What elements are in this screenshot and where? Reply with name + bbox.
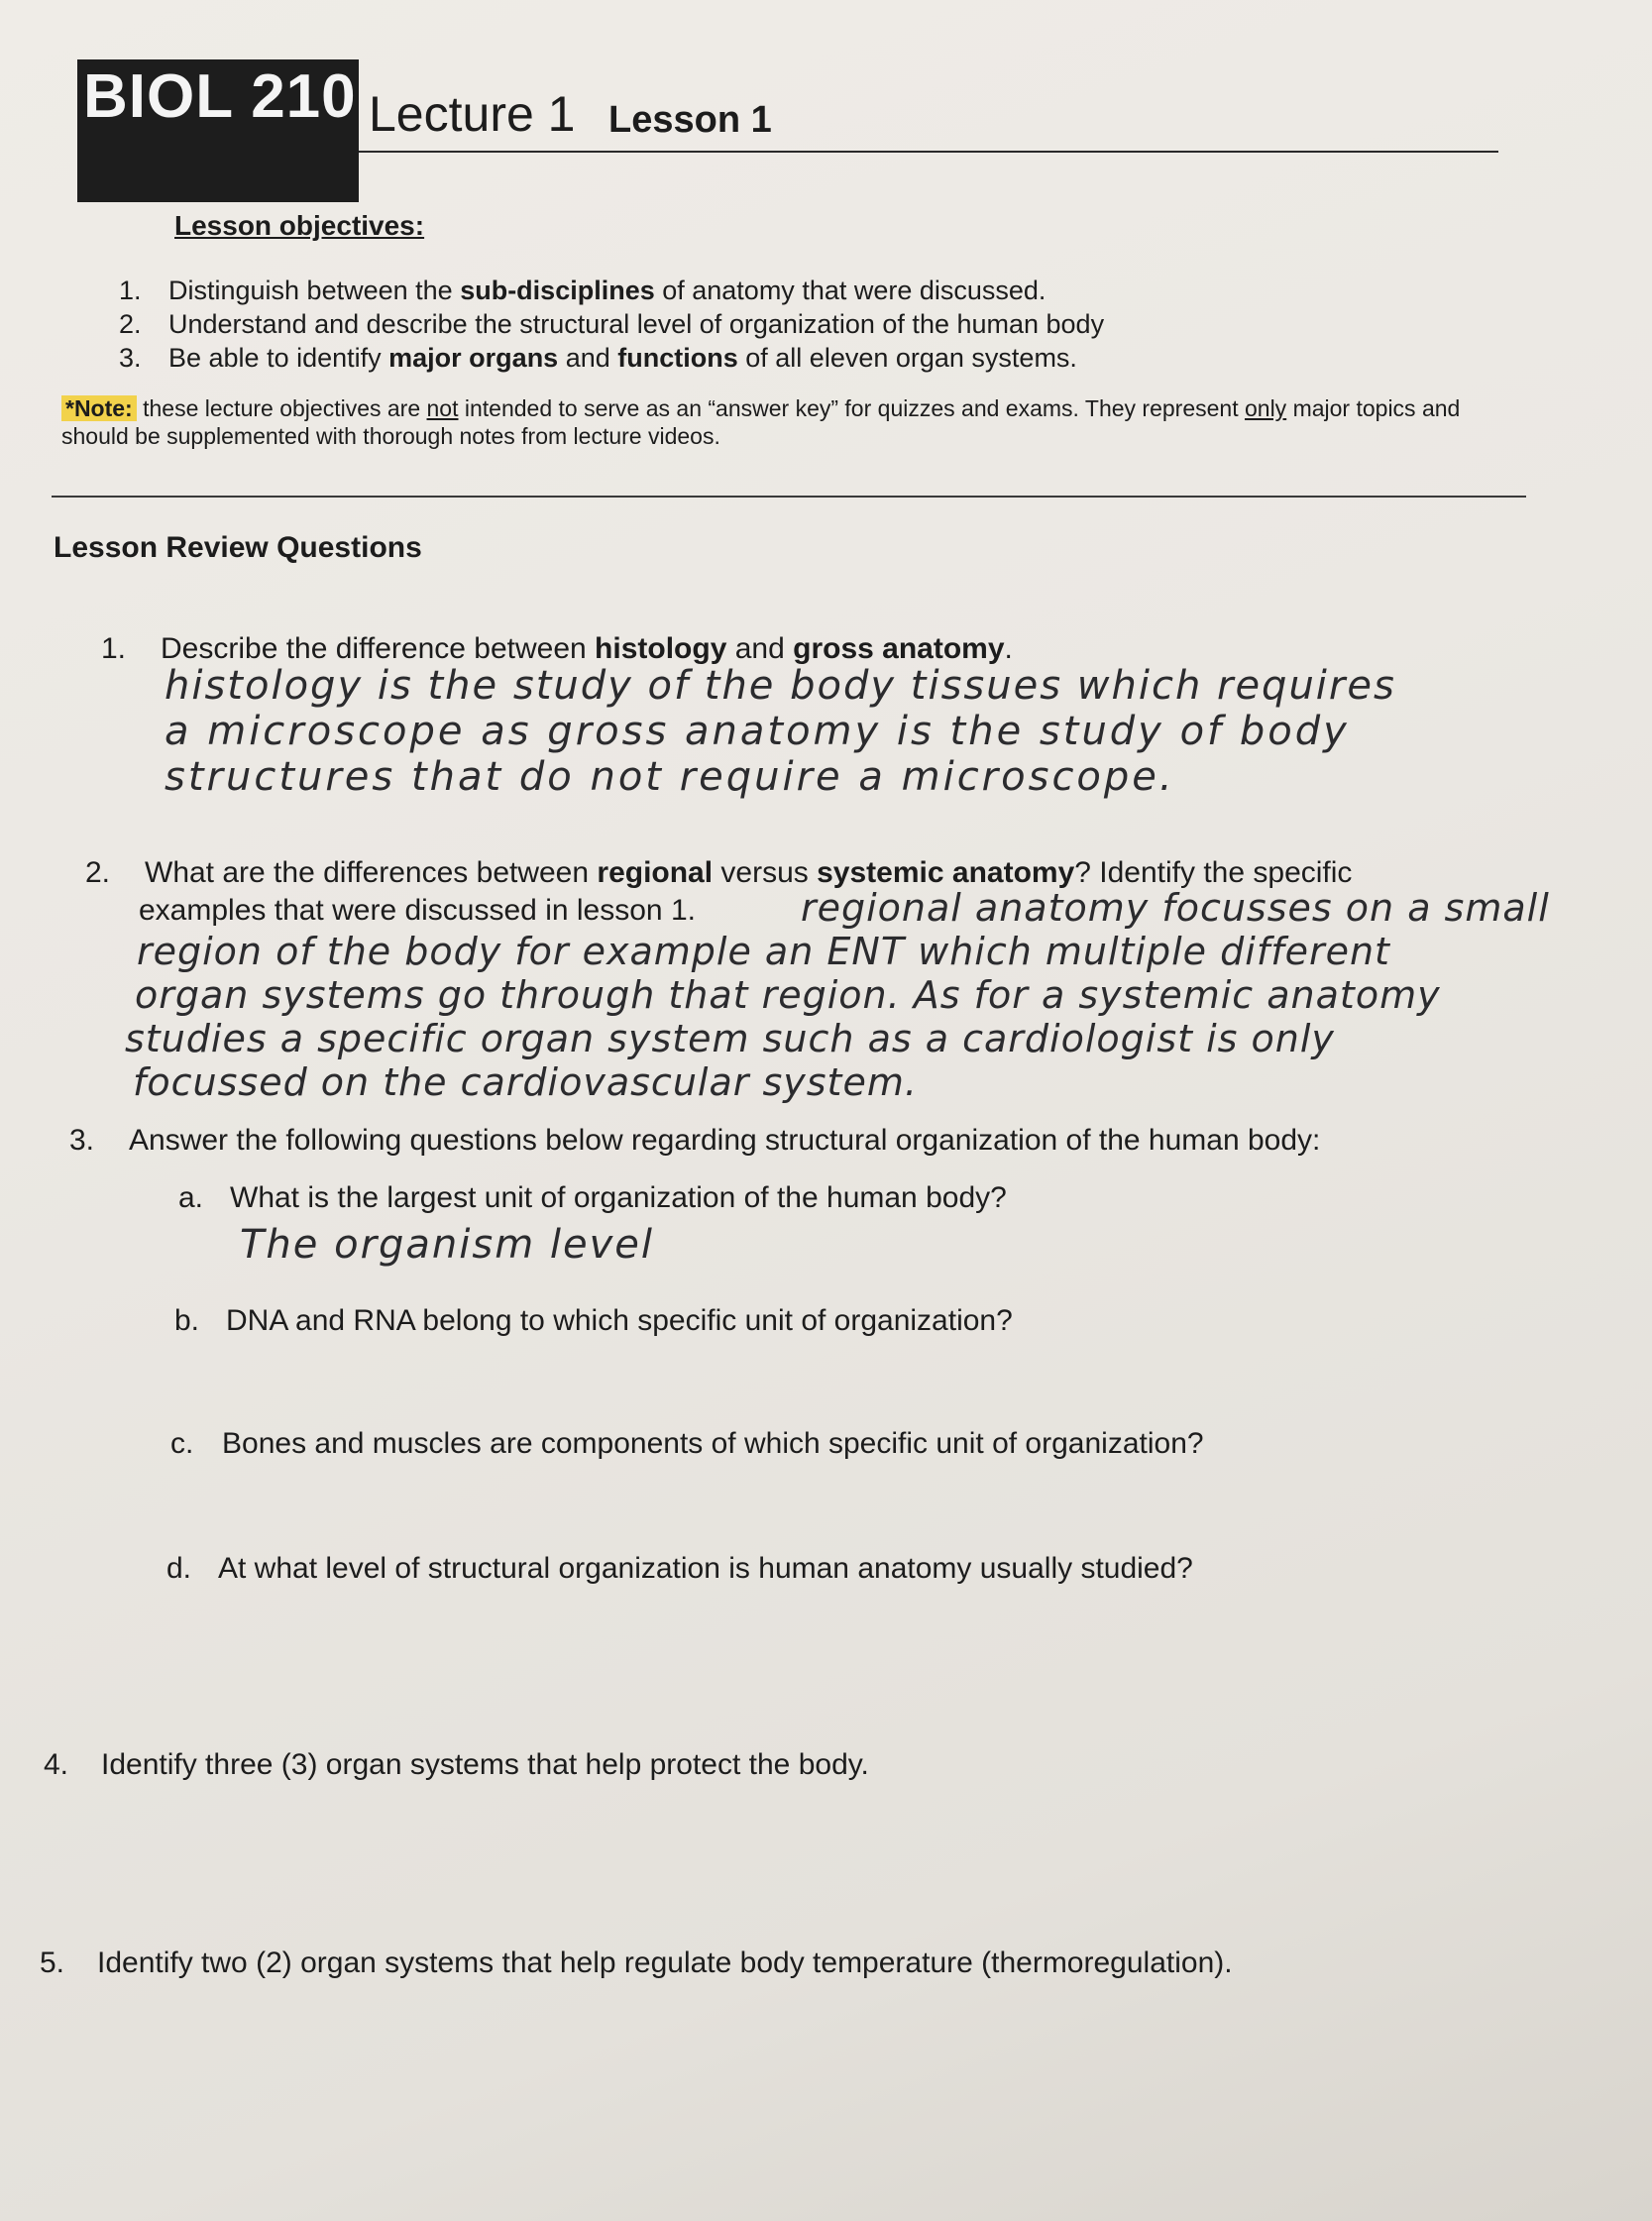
objectives-heading: Lesson objectives: — [174, 210, 425, 241]
lecture-title: Lecture 1 — [369, 86, 576, 142]
note-text: major topics and should be supplemented with thorough notes from lecture videos. — [61, 395, 1461, 449]
note-underlined: not — [426, 395, 459, 421]
subquestion-letter: d. — [166, 1552, 192, 1585]
question-text: Answer the following questions below regarding structural organization of the human body: — [129, 1124, 1321, 1157]
question-text: Identify three (3) organ systems that help protect the body. — [101, 1748, 869, 1781]
objective-text-part: Be able to identify — [168, 343, 389, 373]
section-divider — [52, 496, 1526, 498]
objective-bold: sub-disciplines — [460, 276, 655, 305]
subquestion-text: What is the largest unit of organization of the human body? — [230, 1181, 1007, 1214]
question-2-line-2: examples that were discussed in lesson 1. — [139, 894, 696, 927]
objective-text-part: of all eleven organ systems. — [737, 343, 1077, 373]
subquestion-letter: b. — [174, 1304, 200, 1337]
objective-bold: major organs — [388, 343, 559, 373]
handwritten-answer-line: region of the body for example an ENT which multiple different — [137, 930, 1390, 973]
objective-number: 2. — [119, 309, 142, 339]
question-number: 5. — [40, 1946, 65, 1979]
note-underlined: only — [1244, 395, 1287, 421]
subquestion-letter: c. — [170, 1427, 194, 1460]
question-text: ? Identify the specific — [1074, 856, 1353, 889]
question-bold: histology — [595, 632, 727, 665]
question-number: 1. — [101, 632, 127, 665]
handwritten-answer-line: histology is the study of the body tissues which requires — [165, 663, 1396, 709]
handwritten-answer-inline: regional anatomy focusses on a small — [801, 886, 1550, 930]
question-5 — [40, 1944, 1233, 1982]
handwritten-answer-line: focussed on the cardiovascular system. — [133, 1060, 918, 1104]
subquestion-text: Bones and muscles are components of which specific unit of organization? — [222, 1427, 1204, 1460]
handwritten-answer-line: The organism level — [240, 1222, 655, 1268]
subquestion-text: At what level of structural organization is human anatomy usually studied? — [218, 1552, 1193, 1585]
question-bold: systemic anatomy — [817, 856, 1075, 889]
objective-item — [119, 341, 1104, 375]
objectives-list — [119, 274, 1104, 375]
objective-bold: functions — [617, 343, 738, 373]
handwritten-answer-line: structures that do not require a microscope. — [165, 754, 1175, 800]
objective-text-part: of anatomy that were discussed. — [654, 276, 1046, 305]
subquestion-text: DNA and RNA belong to which specific unit of organization? — [226, 1304, 1013, 1337]
lesson-title: Lesson 1 — [608, 99, 772, 141]
handwritten-answer-line: studies a specific organ system such as a cardiologist is only — [125, 1017, 1335, 1060]
header-rule — [359, 151, 1498, 153]
note-label: *Note: — [61, 395, 137, 421]
question-bold: regional — [597, 856, 714, 889]
question-number: 2. — [85, 856, 111, 889]
objective-item — [119, 274, 1104, 307]
handwritten-answer-line: a microscope as gross anatomy is the study of body — [165, 709, 1350, 754]
question-text: . — [1004, 632, 1013, 665]
question-text: Describe the difference between — [161, 632, 596, 665]
note-paragraph — [61, 394, 1528, 450]
note-text: intended to serve as an “answer key” for quizzes and exams. They represent — [458, 395, 1245, 421]
subquestion-c — [170, 1427, 1204, 1461]
subquestion-d — [166, 1552, 1193, 1586]
subquestion-b — [174, 1304, 1013, 1338]
question-text: Identify two (2) organ systems that help regulate body temperature (thermoregulation). — [97, 1946, 1233, 1979]
objective-number: 3. — [119, 343, 142, 373]
question-text: What are the differences between — [145, 856, 598, 889]
subquestion-a — [178, 1181, 1007, 1215]
subquestion-letter: a. — [178, 1181, 204, 1214]
question-text: versus — [713, 856, 818, 889]
question-number: 4. — [44, 1748, 69, 1781]
objective-item — [119, 307, 1104, 341]
question-text: and — [726, 632, 794, 665]
question-bold: gross anatomy — [793, 632, 1005, 665]
objective-text: Understand and describe the structural level of organization of the human body — [168, 309, 1105, 339]
objective-text — [168, 274, 1046, 307]
question-4 — [44, 1746, 869, 1784]
objective-text-part: and — [558, 343, 618, 373]
objective-text-part: Distinguish between the — [168, 276, 461, 305]
objective-number: 1. — [119, 276, 142, 305]
note-text: these lecture objectives are — [136, 395, 427, 421]
question-3 — [69, 1122, 1320, 1160]
course-code: BIOL 210 — [83, 62, 357, 131]
handwritten-answer-line: organ systems go through that region. As for a systemic anatomy — [135, 973, 1441, 1017]
review-heading: Lesson Review Questions — [54, 531, 422, 564]
question-number: 3. — [69, 1124, 95, 1157]
objective-text — [168, 341, 1077, 375]
